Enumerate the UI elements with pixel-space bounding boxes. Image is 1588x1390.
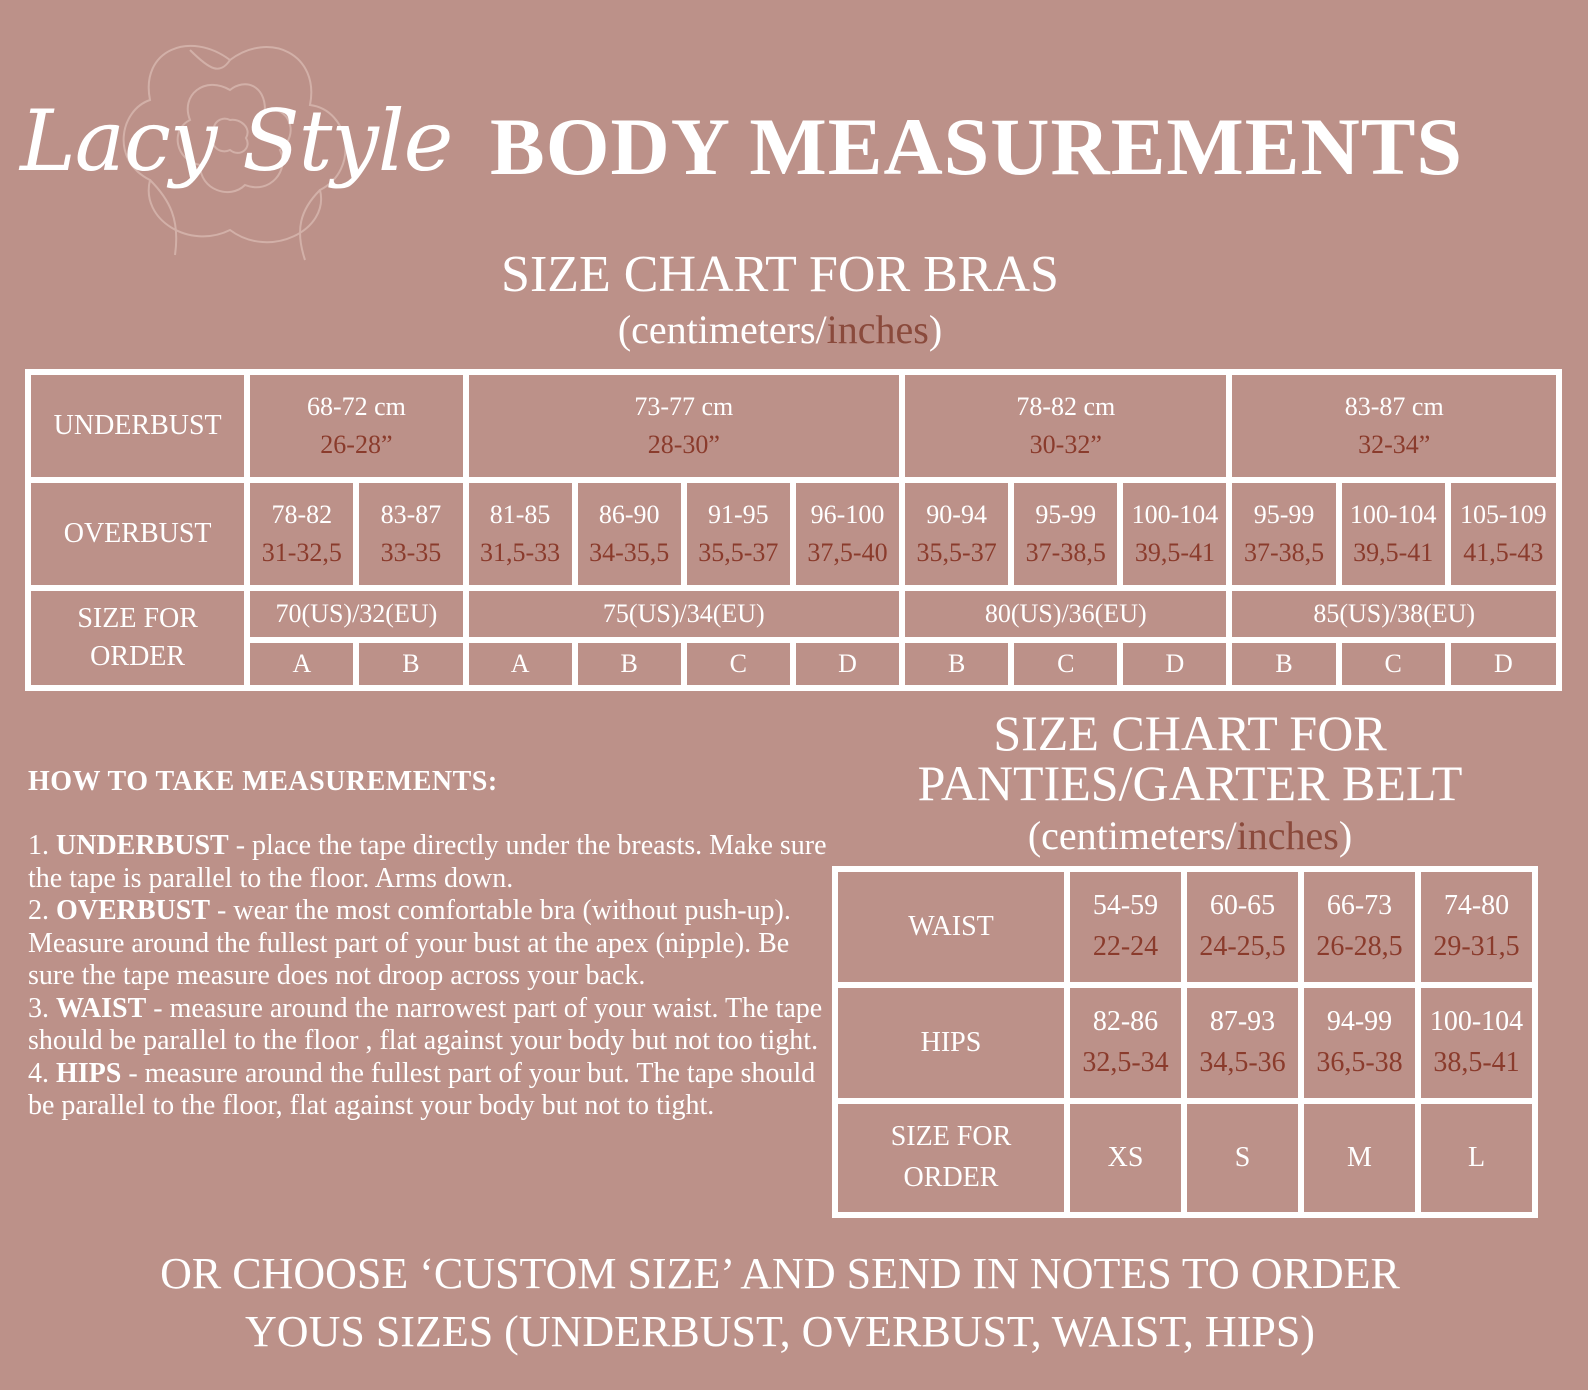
underbust-cell: 68-72 cm 26-28”	[247, 372, 465, 480]
size-cell: XS	[1067, 1101, 1184, 1215]
bras-chart-title: SIZE CHART FOR BRAS	[501, 246, 1059, 303]
bras-size-table	[25, 369, 1562, 691]
size-cell: L	[1418, 1101, 1535, 1215]
cup-cell: C	[684, 640, 793, 688]
overbust-cell: 86-90 34-35,5	[575, 480, 684, 588]
cup-cell: C	[1011, 640, 1120, 688]
underbust-cell: 73-77 cm 28-30”	[466, 372, 903, 480]
waist-cell: 60-65 24-25,5	[1184, 869, 1301, 985]
waist-cell: 54-59 22-24	[1067, 869, 1184, 985]
cup-cell: D	[1448, 640, 1559, 688]
overbust-cell: 96-100 37,5-40	[793, 480, 902, 588]
size-cell: M	[1301, 1101, 1418, 1215]
overbust-cell: 95-99 37-38,5	[1011, 480, 1120, 588]
size-cell: S	[1184, 1101, 1301, 1215]
hips-cell: 82-86 32,5-34	[1067, 985, 1184, 1101]
instruction-item: 3. WAIST - measure around the narrowest part of your waist. The tape should be parallel to the floor , flat against your body but not too tight.	[28, 992, 823, 1056]
overbust-cell: 95-99 37-38,5	[1229, 480, 1338, 588]
bras-chart-subtitle	[0, 306, 1560, 353]
hips-cell: 94-99 36,5-38	[1301, 985, 1418, 1101]
size-row	[28, 588, 1559, 640]
instruction-item: 1. UNDERBUST - place the tape directly under the breasts. Make sure the tape is parallel to the floor. Arms down.	[28, 830, 827, 894]
waist-cell: 66-73 26-28,5	[1301, 869, 1418, 985]
cup-cell: D	[1120, 640, 1229, 688]
howto-heading: HOW TO TAKE MEASUREMENTS:	[28, 766, 498, 797]
footer-line: YOUS SIZES (UNDERBUST, OVERBUST, WAIST, HIPS)	[245, 1307, 1315, 1356]
band-size-cell: 80(US)/36(EU)	[902, 588, 1229, 640]
panties-chart-title: SIZE CHART FOR PANTIES/GARTER BELT	[917, 705, 1463, 811]
underbust-cell: 78-82 cm 30-32”	[902, 372, 1229, 480]
cup-cell: B	[356, 640, 465, 688]
underbust-label: UNDERBUST	[28, 372, 247, 480]
cup-cell: D	[793, 640, 902, 688]
cup-cell: B	[575, 640, 684, 688]
brand-logo: Lacy Style	[20, 92, 453, 190]
band-size-cell: 75(US)/34(EU)	[466, 588, 903, 640]
waist-row	[835, 869, 1535, 985]
overbust-cell: 100-104 39,5-41	[1120, 480, 1229, 588]
subtitle-close: )	[928, 307, 943, 352]
band-size-cell: 70(US)/32(EU)	[247, 588, 465, 640]
cup-cell: B	[1229, 640, 1338, 688]
subtitle-inches: inches	[826, 307, 929, 352]
hips-label: HIPS	[835, 985, 1067, 1101]
overbust-row	[28, 480, 1559, 588]
cup-cell: B	[902, 640, 1011, 688]
overbust-label: OVERBUST	[28, 480, 247, 588]
overbust-cell: 91-95 35,5-37	[684, 480, 793, 588]
cup-cell: A	[466, 640, 575, 688]
footer-line: OR CHOOSE ‘CUSTOM SIZE’ AND SEND IN NOTES TO ORDER	[160, 1249, 1400, 1298]
cup-row	[28, 640, 1559, 688]
overbust-cell: 81-85 31,5-33	[466, 480, 575, 588]
subtitle-cm: (centimeters/	[617, 307, 827, 352]
cup-cell: A	[247, 640, 356, 688]
hips-row	[835, 985, 1535, 1101]
band-size-cell: 85(US)/38(EU)	[1229, 588, 1559, 640]
waist-cell: 74-80 29-31,5	[1418, 869, 1535, 985]
cup-cell: C	[1339, 640, 1448, 688]
panties-chart-subtitle: (centimeters/inches)	[1027, 813, 1353, 858]
overbust-cell: 78-82 31-32,5	[247, 480, 356, 588]
hips-cell: 100-104 38,5-41	[1418, 985, 1535, 1101]
size-for-order-label: SIZE FOR ORDER	[28, 588, 247, 688]
overbust-cell: 100-104 39,5-41	[1339, 480, 1448, 588]
waist-label: WAIST	[835, 869, 1067, 985]
size-for-order-label: SIZE FOR ORDER	[835, 1101, 1067, 1215]
overbust-cell: 90-94 35,5-37	[902, 480, 1011, 588]
overbust-cell: 83-87 33-35	[356, 480, 465, 588]
overbust-cell: 105-109 41,5-43	[1448, 480, 1559, 588]
underbust-row	[28, 372, 1559, 480]
instruction-item: 2. OVERBUST - wear the most comfortable bra (without push-up). Measure around the fullest part of your bust at the apex (nipple). Be sure the tape measure does not droop across your back.	[28, 895, 791, 991]
instruction-item: 4. HIPS - measure around the fullest part of your but. The tape should be parallel to the floor, flat against your body but not to tight.	[28, 1057, 816, 1121]
hips-cell: 87-93 34,5-36	[1184, 985, 1301, 1101]
panties-size-table	[832, 866, 1538, 1218]
custom-size-note	[0, 1245, 1560, 1361]
underbust-cell: 83-87 cm 32-34”	[1229, 372, 1559, 480]
size-row	[835, 1101, 1535, 1215]
howto-instructions	[28, 830, 828, 1123]
page-title: BODY MEASUREMENTS	[490, 101, 1464, 192]
